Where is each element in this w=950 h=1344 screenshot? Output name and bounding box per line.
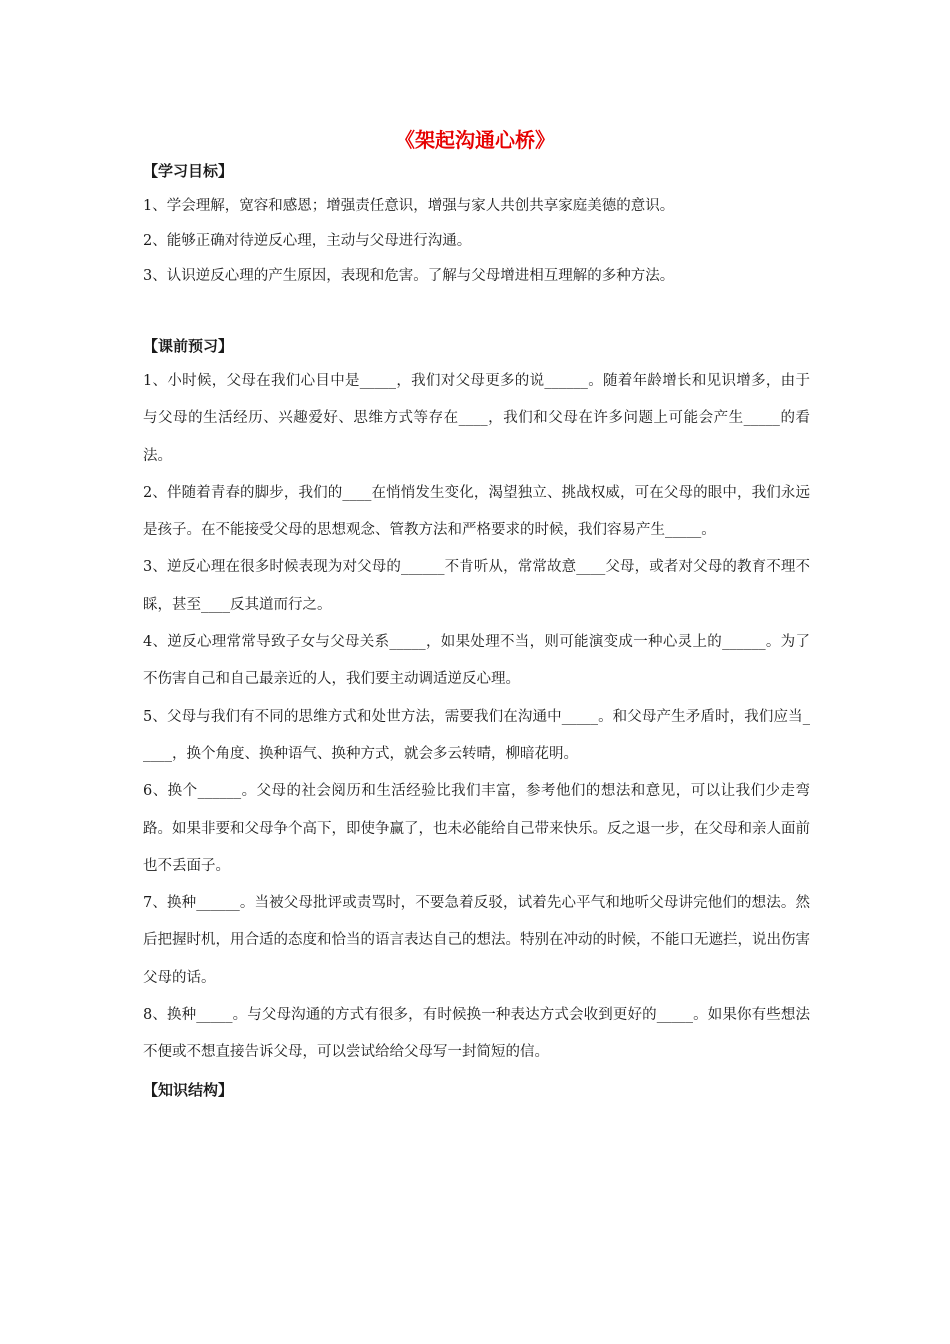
document-body [143, 159, 810, 1102]
preview-item: 7、换种______。当被父母批评或责骂时，不要急着反驳，试着先心平气和地听父母讲完他们的想法。然后把握时机，用合适的态度和恰当的语言表达自己的想法。特别在冲动的时候，不能口无遮拦，说出伤害父母的话。 [143, 895, 810, 986]
section-heading-goals: 【学习目标】 [143, 162, 234, 180]
page-title: 《架起沟通心桥》 [395, 128, 555, 152]
preview-item: 5、父母与我们有不同的思维方式和处世方法，需要我们在沟通中_____。和父母产生矛盾时，我们应当_____，换个角度、换种语气、换种方式，就会多云转晴，柳暗花明。 [143, 708, 810, 762]
preview-item: 3、逆反心理在很多时候表现为对父母的______不肯听从，常常故意____父母，或者对父母的教育不理不睬，甚至____反其道而行之。 [143, 559, 810, 613]
preview-list [143, 363, 810, 1072]
goal-item: 3、认识逆反心理的产生原因，表现和危害。了解与父母增进相互理解的多种方法。 [143, 268, 675, 284]
section-heading-structure: 【知识结构】 [143, 1080, 234, 1099]
section-heading-preview: 【课前预习】 [143, 337, 234, 355]
preview-item: 4、逆反心理常常导致子女与父母关系_____，如果处理不当，则可能演变成一种心灵上的______。为了不伤害自己和自己最亲近的人，我们要主动调适逆反心理。 [143, 634, 810, 688]
preview-item: 8、换种_____。与父母沟通的方式有很多，有时候换一种表达方式会收到更好的_____。如果你有些想法不便或不想直接告诉父母，可以尝试给给父母写一封简短的信。 [143, 1007, 810, 1061]
preview-item: 2、伴随着青春的脚步，我们的____在悄悄发生变化，渴望独立、挑战权威，可在父母的眼中，我们永远是孩子。在不能接受父母的思想观念、管教方法和严格要求的时候，我们容易产生_____。 [143, 484, 810, 539]
preview-item: 1、小时候，父母在我们心目中是_____，我们对父母更多的说______。随着年龄增长和见识增多，由于与父母的生活经历、兴趣爱好、思维方式等存在____，我们和父母在许多问题上可能会产生_____的看法。 [143, 373, 810, 464]
goal-item: 2、能够正确对待逆反心理，主动与父母进行沟通。 [143, 233, 472, 249]
preview-item: 6、换个______。父母的社会阅历和生活经验比我们丰富，参考他们的想法和意见，可以让我们少走弯路。如果非要和父母争个高下，即使争赢了，也未必能给自己带来快乐。反之退一步，在父母和亲人面前也不丢面子。 [143, 783, 810, 874]
goal-item: 1、学会理解，宽容和感恩；增强责任意识，增强与家人共创共享家庭美德的意识。 [143, 198, 675, 214]
